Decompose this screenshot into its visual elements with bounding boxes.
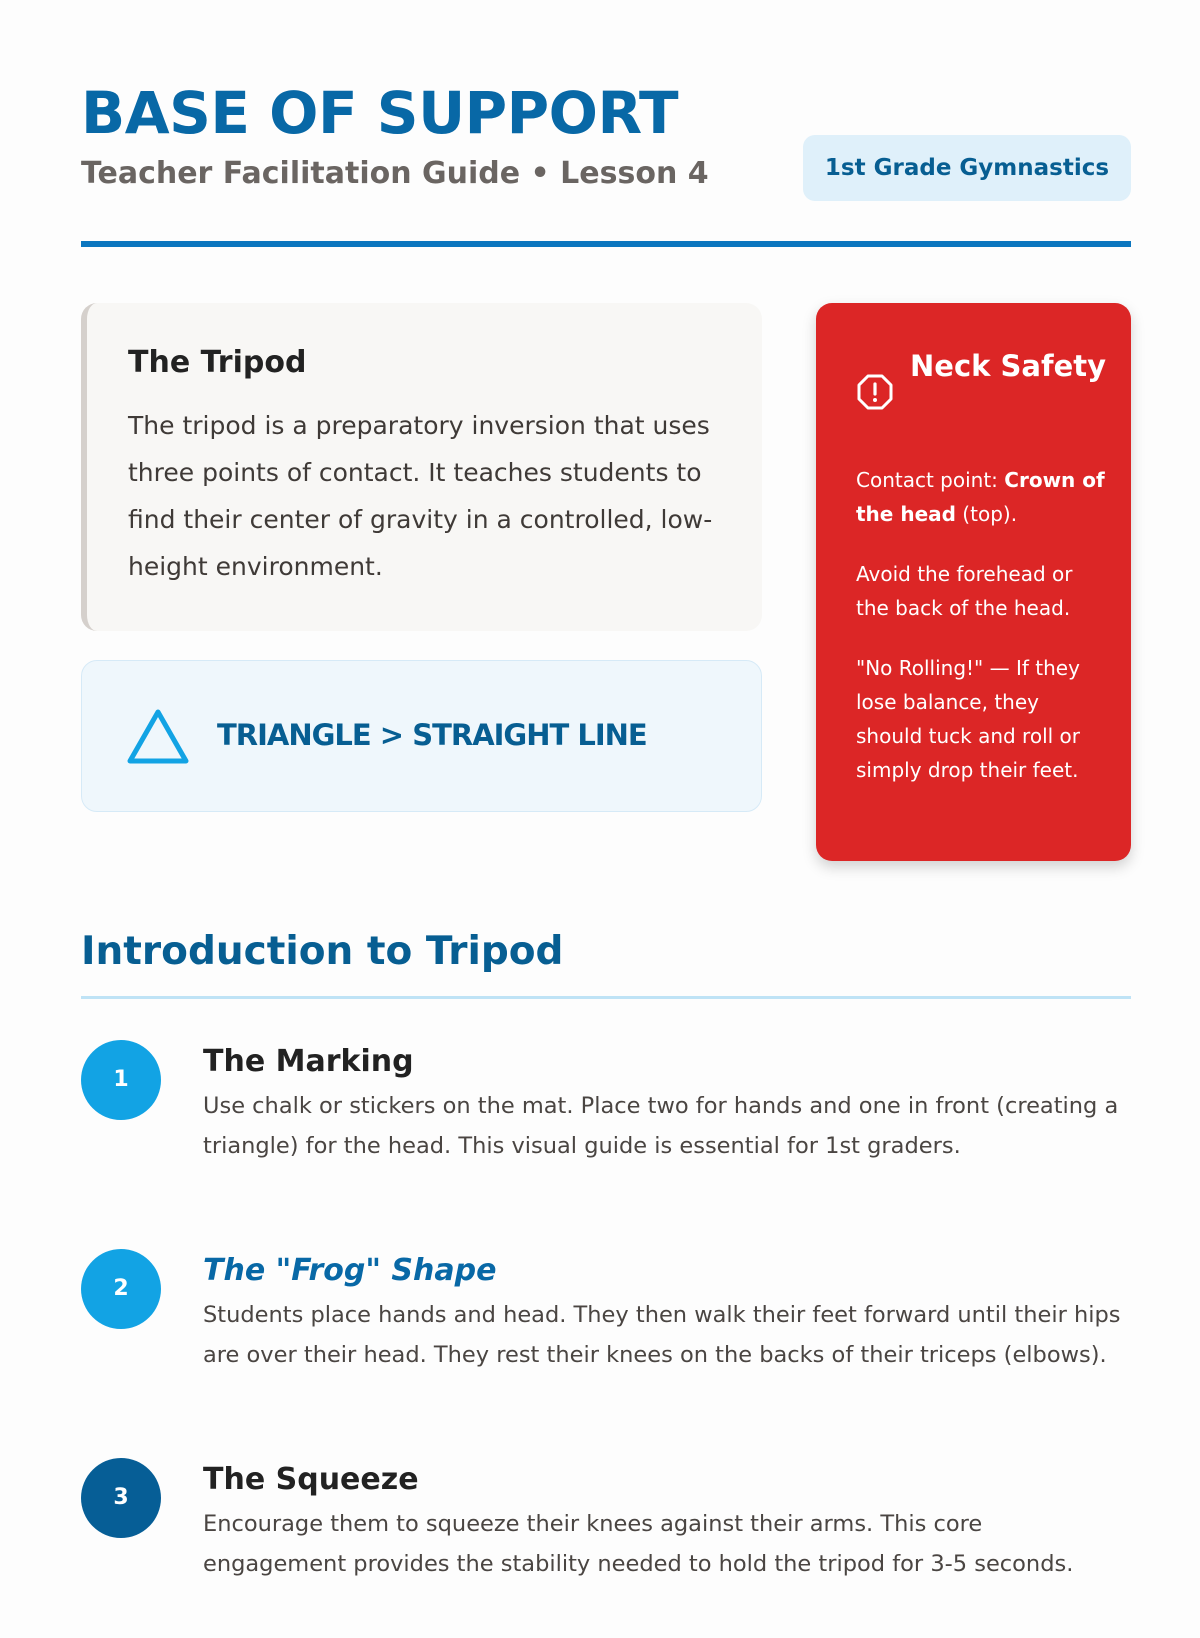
tripod-info-card: [81, 303, 762, 631]
step-number-badge: 3: [81, 1458, 161, 1538]
tripod-card-body: The tripod is a preparatory inversion that uses three points of contact. It teaches students to find their center of gravity in a controlled, low-height environment.: [128, 411, 713, 581]
tripod-card-title: The Tripod: [128, 345, 307, 380]
triangle-callout-label: TRIANGLE > STRAIGHT LINE: [217, 718, 647, 752]
safety-card-title: Neck Safety: [910, 349, 1107, 383]
safety-no-rolling-text: "No Rolling!" — If they lose balance, they should tuck and roll or simply drop their feet.: [856, 656, 1081, 782]
page-title: BASE OF SUPPORT: [81, 79, 679, 147]
step-description: Encourage them to squeeze their knees against their arms. This core engagement provides the stability needed to hold the tripod for 3-5 seconds.: [203, 1511, 1074, 1577]
safety-contact-prefix: Contact point:: [856, 468, 1005, 492]
step-title: The Squeeze: [203, 1462, 419, 1497]
lesson-page: [81, 0, 1131, 1600]
step-title: The Marking: [203, 1044, 414, 1079]
step-description: Students place hands and head. They then walk their feet forward until their hips are over their head. They rest their knees on the backs of their triceps (elbows).: [203, 1302, 1121, 1368]
grade-badge: 1st Grade Gymnastics: [803, 135, 1131, 201]
triangle-callout: [81, 660, 762, 812]
step-title: The "Frog" Shape: [203, 1253, 497, 1288]
step-description: Use chalk or stickers on the mat. Place two for hands and one in front (creating a triangle) for the head. This visual guide is essential for 1st graders.: [203, 1093, 1119, 1159]
header-divider: [81, 241, 1131, 247]
triangle-icon: [126, 706, 190, 766]
alert-icon: [856, 373, 894, 411]
safety-avoid-text: Avoid the forehead or the back of the head.: [856, 562, 1073, 620]
step-item: [81, 1249, 1131, 1429]
safety-contact-suffix: (top).: [955, 502, 1018, 526]
page-subtitle: Teacher Facilitation Guide • Lesson 4: [81, 156, 709, 191]
safety-contact-point: [856, 463, 1106, 531]
step-number-badge: 1: [81, 1040, 161, 1120]
section-divider: [81, 996, 1131, 999]
step-item: [81, 1040, 1131, 1220]
page-header: [81, 78, 1131, 248]
section-title: Introduction to Tripod: [81, 929, 564, 974]
neck-safety-card: [816, 303, 1131, 861]
step-number-badge: 2: [81, 1249, 161, 1329]
safety-contact-emphasis: Crown of the head: [856, 468, 1105, 526]
step-item: [81, 1458, 1131, 1638]
